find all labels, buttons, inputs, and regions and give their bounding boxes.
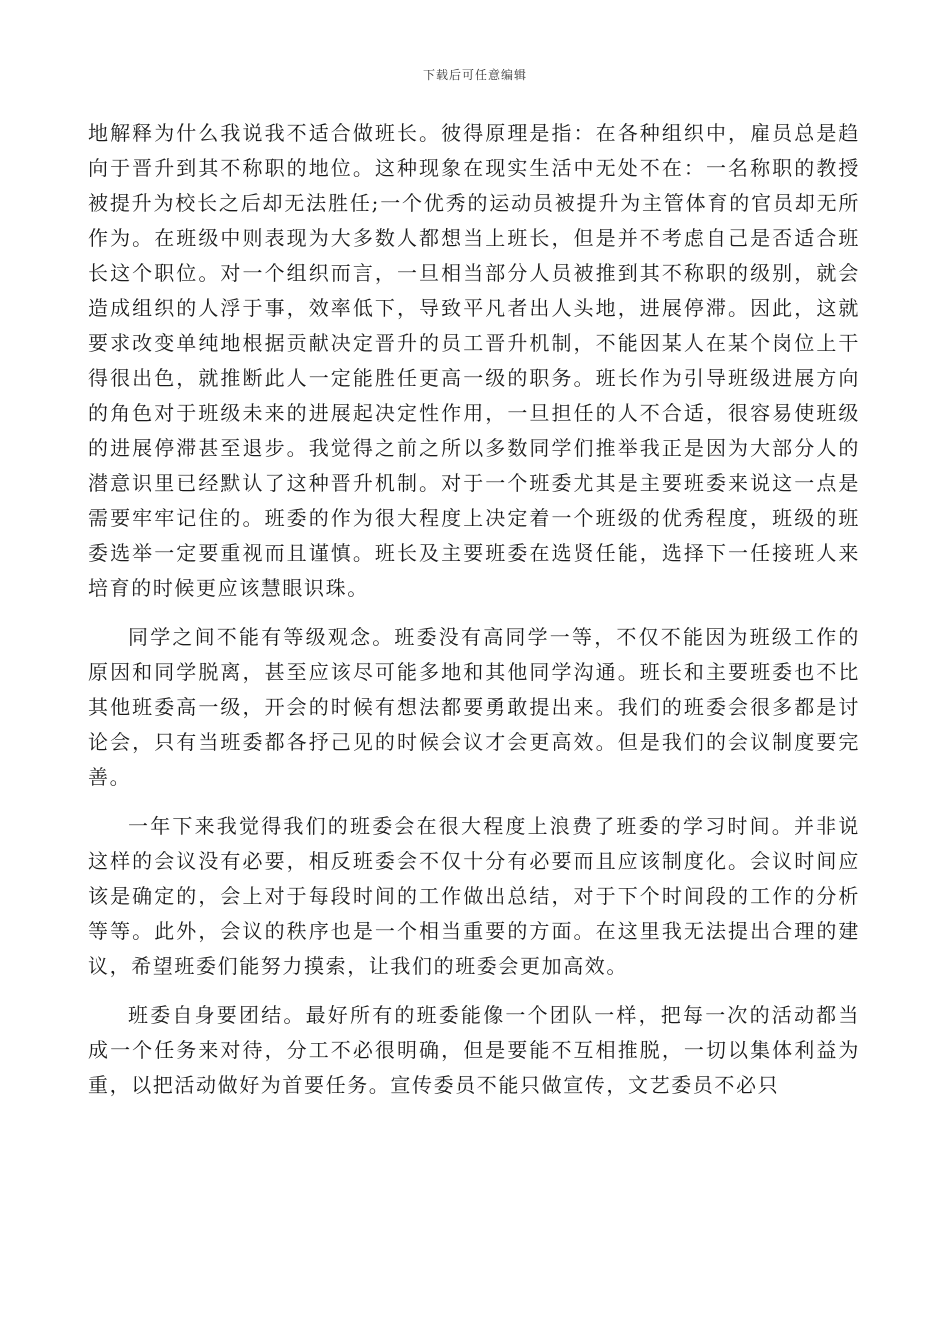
paragraph-peter-principle: 地解释为什么我说我不适合做班长。彼得原理是指：在各种组织中，雇员总是趋向于晋升到其不称职的地位。这种现象在现实生活中无处不在：一名称职的教授被提升为校长之后却无法胜任;一个优秀的运动员被提升为主管体育的官员却无所作为。在班级中则表现为大多数人都想当上班长，但是并不考虑自己是否适合班长这个职位。对一个组织而言，一旦相当部分人员被推到其不称职的级别，就会造成组织的人浮于事，效率低下，导致平凡者出人头地，进展停滞。因此，这就要求改变单纯地根据贡献决定晋升的员工晋升机制，不能因某人在某个岗位上干得很出色，就推断此人一定能胜任更高一级的职务。班长作为引导班级进展方向的角色对于班级未来的进展起决定性作用，一旦担任的人不合适，很容易使班级的进展停滞甚至退步。我觉得之前之所以多数同学们推举我正是因为大部分人的潜意识里已经默认了这种晋升机制。对于一个班委尤其是主要班委来说这一点是需要牢牢记住的。班委的作为很大程度上决定着一个班级的优秀程度，班级的班委选举一定要重视而且谨慎。班长及主要班委在选贤任能，选择下一任接班人来培育的时候更应该慧眼识珠。 bbox=[88, 121, 860, 600]
paragraph-equality: 同学之间不能有等级观念。班委没有高同学一等，不仅不能因为班级工作的原因和同学脱离，甚至应该尽可能多地和其他同学沟通。班长和主要班委也不比其他班委高一级，开会的时候有想法都要勇敢提出来。我们的班委会很多都是讨论会，只有当班委都各抒己见的时候会议才会更高效。但是我们的会议制度要完善。 bbox=[88, 625, 860, 789]
document-body bbox=[88, 116, 860, 1103]
paragraph-meetings: 一年下来我觉得我们的班委会在很大程度上浪费了班委的学习时间。并非说这样的会议没有必要，相反班委会不仅十分有必要而且应该制度化。会议时间应该是确定的，会上对于每段时间的工作做出总结，对于下个时间段的工作的分析等等。此外，会议的秩序也是一个相当重要的方面。在这里我无法提出合理的建议，希望班委们能努力摸索，让我们的班委会更加高效。 bbox=[88, 814, 860, 978]
paragraph-unity: 班委自身要团结。最好所有的班委能像一个团队一样，把每一次的活动都当成一个任务来对待，分工不必很明确，但是要能不互相推脱，一切以集体利益为重，以把活动做好为首要任务。宣传委员不能只做宣传，文艺委员不必只 bbox=[88, 1003, 860, 1097]
page-header: 下载后可任意编辑 bbox=[422, 68, 527, 82]
